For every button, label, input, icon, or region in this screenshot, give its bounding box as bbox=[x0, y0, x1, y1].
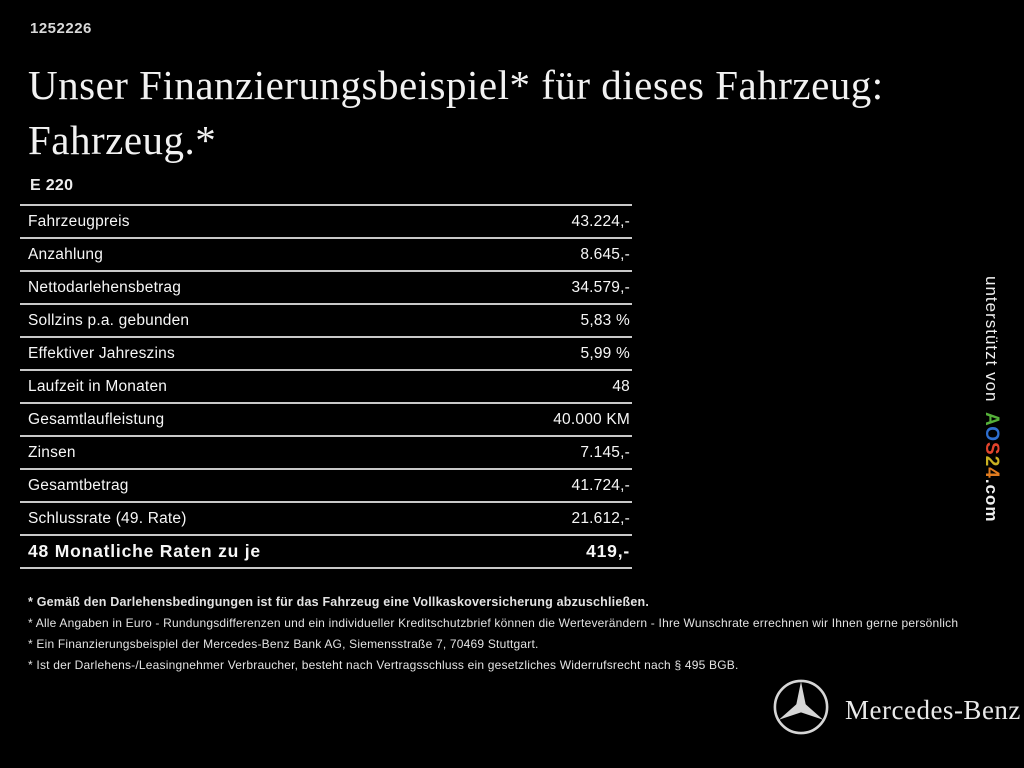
page-title bbox=[28, 58, 988, 168]
row-value: 5,83 % bbox=[580, 311, 630, 329]
footnote-bank: * Ein Finanzierungsbeispiel der Mercedes-Benz Bank AG, Siemensstraße 7, 70469 Stuttgart. bbox=[28, 637, 539, 651]
table-total-row bbox=[20, 534, 632, 569]
row-label: Schlussrate (49. Rate) bbox=[28, 509, 187, 527]
total-row-label: 48 Monatliche Raten zu je bbox=[28, 541, 261, 561]
table-row bbox=[20, 501, 632, 534]
row-value: 41.724,- bbox=[571, 476, 630, 494]
aos24-logo-letter: S bbox=[981, 442, 1002, 456]
row-label: Nettodarlehensbetrag bbox=[28, 278, 182, 296]
aos24-logo-letter: 2 bbox=[981, 455, 1002, 468]
table-row bbox=[20, 237, 632, 270]
row-value: 21.612,- bbox=[571, 509, 630, 527]
row-label: Anzahlung bbox=[28, 245, 104, 263]
footnotes bbox=[28, 596, 1008, 680]
row-value: 5,99 % bbox=[580, 344, 630, 362]
page-title-line1: Unser Finanzierungsbeispiel* für dieses Fahrzeug: bbox=[28, 62, 884, 108]
table-row bbox=[20, 468, 632, 501]
table-row bbox=[20, 435, 632, 468]
table-row bbox=[20, 270, 632, 303]
page-title-line2: Fahrzeug.* bbox=[28, 117, 217, 163]
supported-by-label: unterstützt von bbox=[982, 276, 1001, 403]
row-label: Zinsen bbox=[28, 443, 76, 461]
table-row bbox=[20, 402, 632, 435]
table-row bbox=[20, 204, 632, 237]
row-value: 40.000 KM bbox=[553, 410, 630, 428]
row-value: 8.645,- bbox=[580, 245, 630, 263]
document-id-number: 1252226 bbox=[30, 20, 92, 37]
aos24-logo-letter: 4 bbox=[981, 467, 1002, 479]
mercedes-star-icon bbox=[772, 678, 830, 736]
row-value: 34.579,- bbox=[571, 278, 630, 296]
aos24-watermark bbox=[980, 276, 1002, 523]
aos24-logo-letter: A bbox=[981, 411, 1002, 427]
table-row bbox=[20, 303, 632, 336]
row-label: Gesamtlaufleistung bbox=[28, 410, 165, 428]
row-label: Laufzeit in Monaten bbox=[28, 377, 168, 395]
mercedes-benz-wordmark: Mercedes-Benz bbox=[845, 695, 1021, 725]
aos24-domain-suffix: .com bbox=[982, 478, 1001, 523]
footnote-withdrawal: * Ist der Darlehens-/Leasingnehmer Verbraucher, besteht nach Vertragsschluss ein gesetzliches Widerrufsrecht nach § 495 BGB. bbox=[28, 658, 739, 672]
footnote-insurance: * Gemäß den Darlehensbedingungen ist für das Fahrzeug eine Vollkaskoversicherung abzuschließen. bbox=[28, 595, 650, 609]
row-label: Fahrzeugpreis bbox=[28, 212, 130, 230]
table-row bbox=[20, 369, 632, 402]
row-value: 43.224,- bbox=[571, 212, 630, 230]
vehicle-model-label: E 220 bbox=[30, 177, 74, 194]
table-row bbox=[20, 336, 632, 369]
total-row-value: 419,- bbox=[586, 541, 630, 561]
row-value: 7.145,- bbox=[580, 443, 630, 461]
footnote-amounts: * Alle Angaben in Euro - Rundungsdifferenzen und ein individueller Kreditschutzbrief können die Werteverändern - Ihre Wunschrate errechnen wir Ihnen gerne persönlich bbox=[28, 616, 959, 630]
row-value: 48 bbox=[612, 377, 630, 395]
aos24-logo-letter: O bbox=[981, 426, 1002, 443]
row-label: Sollzins p.a. gebunden bbox=[28, 311, 190, 329]
row-label: Gesamtbetrag bbox=[28, 476, 129, 494]
row-label: Effektiver Jahreszins bbox=[28, 344, 175, 362]
financing-table bbox=[20, 204, 632, 569]
